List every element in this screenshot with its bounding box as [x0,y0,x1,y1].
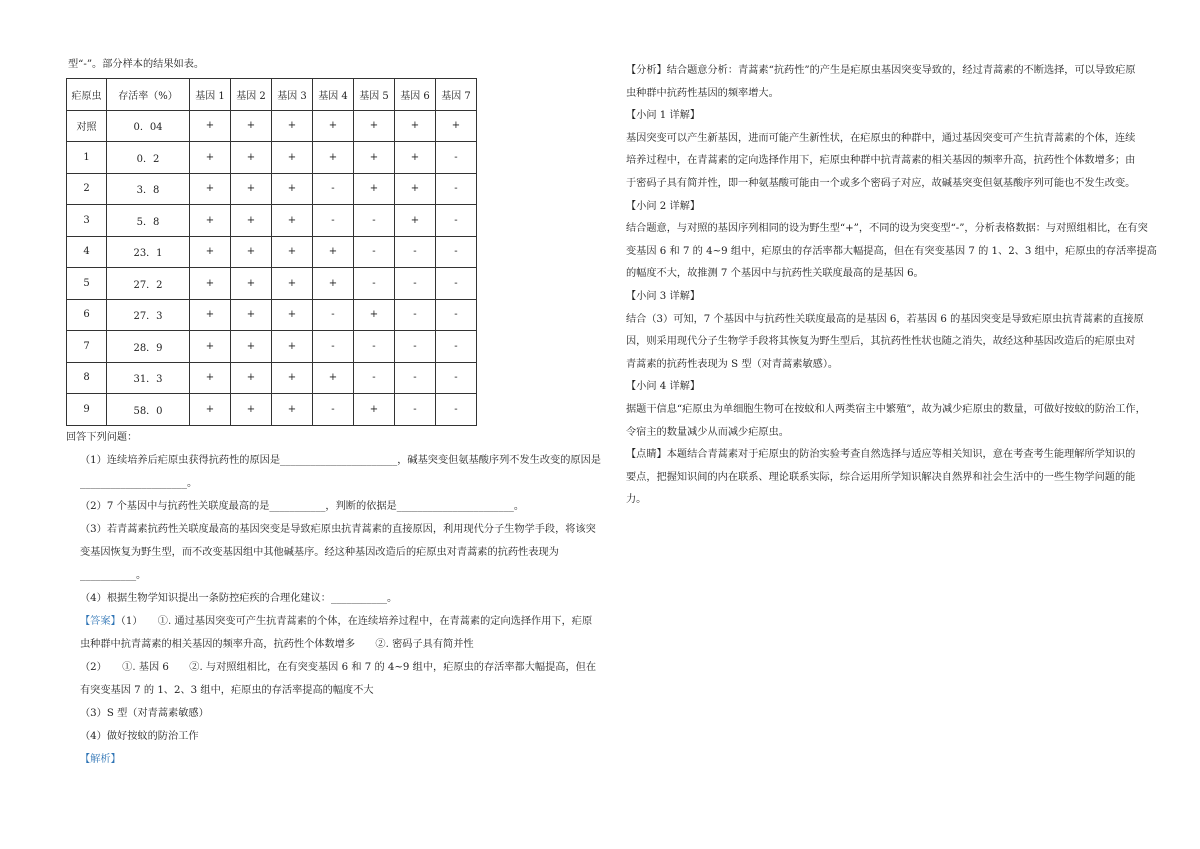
table-cell: + [313,268,354,300]
answer-2-line-1: （2） ①. 基因 6 ②. 与对照组相比，在有突变基因 6 和 7 的 4~9 组中，疟原虫的存活率都大幅提高，但在 [80,661,597,673]
table-cell: + [272,205,313,237]
explanation-3-line-3: 青蒿素的抗药性表现为 S 型（对青蒿素敏感）。 [626,358,839,370]
table-cell: - [395,299,436,331]
table-cell: 1 [67,142,107,174]
question-3-line-2: 变基因恢复为野生型，而不改变基因组中其他碱基序。经这种基因改造后的疟原虫对青蒿素的抗药性表现为 [80,546,559,558]
table-cell: - [354,268,395,300]
questions [66,426,614,771]
answer-1-text: （1） ①. 通过基因突变可产生抗青蒿素的个体，在连续培养过程中，在青蒿素的定向选择作用下，疟原 [120,615,593,627]
table-cell: 2 [67,173,107,205]
table-header-cell: 疟原虫 [67,79,107,111]
table-cell: - [313,173,354,205]
table-cell: 3．8 [107,173,190,205]
table-cell: + [313,362,354,394]
left-column [66,58,614,771]
table-row [67,268,477,300]
table-cell: 27．3 [107,299,190,331]
table-cell: + [190,236,231,268]
table-cell: + [231,173,272,205]
table-cell: - [354,205,395,237]
table-cell: + [190,331,231,363]
table-cell: 9 [67,394,107,426]
table-cell: + [313,236,354,268]
table-cell: - [395,268,436,300]
table-cell: + [231,362,272,394]
table-cell: + [354,394,395,426]
table-cell: 28．9 [107,331,190,363]
table-cell: + [272,394,313,426]
table-cell: + [272,268,313,300]
explanation-2-line-1: 结合题意，与对照的基因序列相同的设为野生型“+”，不同的设为突变型“-”，分析表格数据：与对照组相比，在有突 [626,223,1148,235]
table-cell: 7 [67,331,107,363]
table-cell: - [436,173,477,205]
table-cell: 5 [67,268,107,300]
table-header-cell: 基因 2 [231,79,272,111]
table-intro: 型“-”。部分样本的结果如表。 [68,59,205,70]
table-cell: + [190,268,231,300]
table-cell: + [190,142,231,174]
table-cell: - [313,394,354,426]
table-cell: + [190,205,231,237]
table-cell: + [354,110,395,142]
table-cell: 0．2 [107,142,190,174]
question-1-line-2: _____________________。 [80,477,198,489]
comment-line-2: 要点，把握知识间的内在联系、理论联系实际，综合运用所学知识解决自然界和社会生活中的一些生物学问题的能 [626,471,1136,483]
table-row [67,173,477,205]
table-cell: 58．0 [107,394,190,426]
table-cell: - [436,236,477,268]
table-cell: - [436,268,477,300]
explanation-3-line-2: 因，则采用现代分子生物学手段将其恢复为野生型后，其抗药性性状也随之消失，故经这种基因改造后的疟原虫对 [626,336,1136,348]
table-cell: - [436,205,477,237]
answer-line-1 [66,610,614,633]
table-cell: + [395,110,436,142]
results-table [66,78,477,426]
table-cell: - [436,362,477,394]
table-cell: 5．8 [107,205,190,237]
table-cell: + [354,173,395,205]
table-cell: - [436,299,477,331]
table-cell: - [395,362,436,394]
table-cell: - [354,236,395,268]
table-cell: + [272,236,313,268]
table-cell: + [272,299,313,331]
table-cell: + [354,142,395,174]
table-cell: - [395,331,436,363]
table-cell: + [272,331,313,363]
question-4: （4）根据生物学知识提出一条防控疟疾的合理化建议：___________。 [80,592,398,604]
subquestion-1-heading: 【小问 1 详解】 [626,110,701,122]
answer-prompt: 回答下列问题： [66,431,138,443]
table-row [67,331,477,363]
table-cell: + [313,110,354,142]
table-cell: - [395,394,436,426]
table-row [67,142,477,174]
explanation-2-line-3: 的幅度不大，故推测 7 个基因中与抗药性关联度最高的是基因 6。 [626,268,924,280]
table-row [67,394,477,426]
table-cell: - [313,299,354,331]
table-cell: + [190,362,231,394]
table-cell: - [354,362,395,394]
table-cell: + [190,299,231,331]
table-cell: + [272,142,313,174]
table-row [67,110,477,142]
subquestion-2-heading: 【小问 2 详解】 [626,200,701,212]
table-cell: + [436,110,477,142]
table-header-cell: 基因 3 [272,79,313,111]
table-cell: + [231,236,272,268]
table-cell: + [231,205,272,237]
table-cell: + [272,362,313,394]
table-cell: + [231,394,272,426]
table-cell: + [231,331,272,363]
answer-4: （4）做好按蚊的防治工作 [80,730,199,742]
table-cell: 23．1 [107,236,190,268]
table-cell: 27．2 [107,268,190,300]
question-3-line-3: ___________。 [80,569,147,581]
table-cell: 0．04 [107,110,190,142]
table-header-cell: 基因 1 [190,79,231,111]
table-cell: 31．3 [107,362,190,394]
comment-line-1: 【点睛】本题结合青蒿素对于疟原虫的防治实验考查自然选择与适应等相关知识，意在考查考生能理解所学知识的 [626,449,1136,461]
explanation-1-line-1: 基因突变可以产生新基因，进而可能产生新性状，在疟原虫的种群中，通过基因突变可产生抗青蒿素的个体，连续 [626,132,1136,144]
table-cell: + [395,173,436,205]
question-3-line-1: （3）若青蒿素抗药性关联度最高的基因突变是导致疟原虫抗青蒿素的直接原因，利用现代分子生物学手段，将该突 [80,523,596,535]
explanation-1-line-3: 于密码子具有简并性，即一种氨基酸可能由一个或多个密码子对应，故碱基突变但氨基酸序列可能也不发生改变。 [626,177,1136,189]
table-cell: + [395,205,436,237]
table-cell: + [190,110,231,142]
explanation-3-line-1: 结合（3）可知，7 个基因中与抗药性关联度最高的是基因 6，若基因 6 的基因突变是导致疟原虫抗青蒿素的直接原 [626,313,1144,325]
table-cell: - [354,331,395,363]
table-header-cell: 基因 7 [436,79,477,111]
table-cell: - [436,142,477,174]
table-row [67,236,477,268]
table-header-cell: 基因 6 [395,79,436,111]
question-1-line-1: （1）连续培养后疟原虫获得抗药性的原因是_______________________，碱基突变但氨基酸序列不发生改变的原因是 [80,454,601,466]
subquestion-4-heading: 【小问 4 详解】 [626,381,701,393]
table-cell: + [354,299,395,331]
table-cell: + [231,268,272,300]
table-cell: + [231,110,272,142]
table-cell: + [190,394,231,426]
table-header-cell: 基因 5 [354,79,395,111]
table-cell: + [190,173,231,205]
answer-tag: 【答案】 [80,615,121,627]
explanation-2-line-2: 变基因 6 和 7 的 4~9 组中，疟原虫的存活率都大幅提高，但在有突变基因 7 的 1、2、3 组中，疟原虫的存活率提高 [626,245,1157,257]
table-cell: - [313,205,354,237]
comment-line-3: 力。 [626,494,647,506]
table-cell: + [231,299,272,331]
table-cell: - [313,331,354,363]
explanation-4-line-1: 据题干信息“疟原虫为单细胞生物可在按蚊和人两类宿主中繁殖”，故为减少疟原虫的数量，可做好按蚊的防治工作， [626,403,1146,415]
answer-1-line-2: 虫种群中抗青蒿素的相关基因的频率升高，抗药性个体数增多 ②. 密码子具有简并性 [80,638,474,650]
subquestion-3-heading: 【小问 3 详解】 [626,290,701,302]
table-row [67,299,477,331]
table-row [67,362,477,394]
right-column [626,60,1158,512]
table-header-cell: 基因 4 [313,79,354,111]
table-cell: + [313,142,354,174]
table-cell: 对照 [67,110,107,142]
answer-2-line-2: 有突变基因 7 的 1、2、3 组中，疟原虫的存活率提高的幅度不大 [80,684,374,696]
analysis-tag: 【解析】 [80,753,121,765]
explanation-1-line-2: 培养过程中，在青蒿素的定向选择作用下，疟原虫种群中抗青蒿素的相关基因的频率升高，抗药性个体数增多；由 [626,155,1136,167]
table-cell: - [436,331,477,363]
question-2: （2）7 个基因中与抗药性关联度最高的是___________，判断的依据是_______________________。 [80,500,525,512]
table-header-row [67,79,477,111]
analysis-line-1: 【分析】结合题意分析：青蒿素“抗药性”的产生是疟原虫基因突变导致的，经过青蒿素的不断选择，可以导致疟原 [626,65,1136,76]
table-row [67,205,477,237]
table-cell: - [436,394,477,426]
analysis-line-2: 虫种群中抗药性基因的频率增大。 [626,87,779,99]
table-cell: - [395,236,436,268]
table-cell: + [231,142,272,174]
answer-3: （3）S 型（对青蒿素敏感） [80,707,209,719]
table-cell: + [395,142,436,174]
table-header-cell: 存活率（%） [107,79,190,111]
explanation-4-line-2: 令宿主的数量减少从而减少疟原虫。 [626,426,789,438]
table-cell: + [272,110,313,142]
table-cell: 8 [67,362,107,394]
table-cell: 4 [67,236,107,268]
table-cell: 6 [67,299,107,331]
table-cell: 3 [67,205,107,237]
table-cell: + [272,173,313,205]
